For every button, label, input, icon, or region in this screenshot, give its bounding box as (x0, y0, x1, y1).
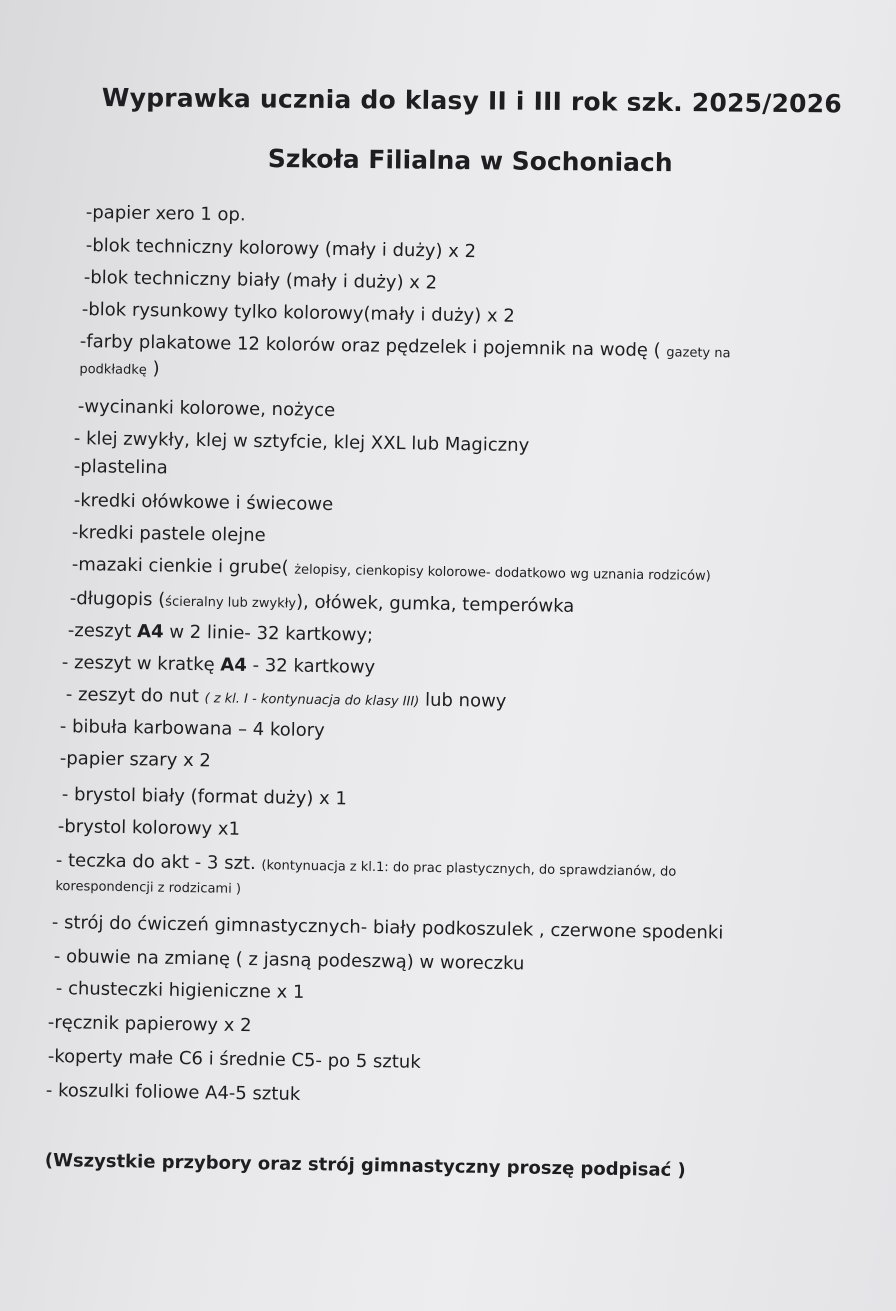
list-item (84, 267, 438, 295)
item-text: -długopis ( (69, 588, 166, 611)
list-item (55, 850, 676, 908)
item-text: -papier szary x 2 (59, 748, 212, 772)
item-note: gazety na (666, 345, 731, 362)
footer-note: (Wszystkie przybory oraz strój gimnastyczny proszę podpisać ) (44, 1150, 686, 1182)
list-item (79, 331, 730, 391)
item-text: - 32 kartkowy (246, 654, 376, 678)
list-item (70, 588, 575, 620)
item-text: -wycinanki kolorowe, nożyce (77, 396, 336, 422)
list-item (48, 1046, 421, 1074)
list-item (74, 428, 530, 457)
item-text: -brystol kolorowy x1 (57, 816, 241, 840)
list-item (86, 235, 477, 263)
list-item (74, 456, 168, 479)
item-text: w 2 linie- 32 kartkowy; (163, 621, 374, 646)
list-item (86, 202, 246, 227)
item-text: -blok techniczny kolorowy (mały i duży) x 2 (85, 235, 477, 263)
list-item (52, 912, 724, 945)
item-text: - koszulki foliowe A4-5 sztuk (45, 1080, 301, 1105)
item-text: -blok rysunkowy tylko kolorowy(mały i duży) x 2 (81, 299, 515, 327)
list-item (62, 784, 347, 810)
list-item (58, 816, 240, 841)
document-title: Wyprawka ucznia do klasy II i III rok szk. 2025/2026 (101, 83, 843, 119)
document-subtitle: Szkoła Filialna w Sochoniach (267, 144, 673, 178)
item-text: -koperty małe C6 i średnie C5- po 5 sztuk (47, 1046, 421, 1073)
list-item (74, 490, 334, 516)
item-text: - zeszyt w kratkę (61, 652, 221, 676)
item-text: -plastelina (73, 456, 168, 479)
list-item (54, 946, 525, 975)
item-text: - klej zwykły, klej w sztyfcie, klej XXL lub Magiczny (73, 428, 530, 457)
item-text: - chusteczki higieniczne x 1 (55, 978, 305, 1003)
item-text: -blok techniczny biały (mały i duży) x 2 (83, 267, 438, 294)
list-item (60, 748, 211, 772)
item-text: -mazaki cienkie i grube( (71, 554, 295, 579)
item-format: A4 (136, 621, 164, 643)
item-note: podkładkę (79, 361, 147, 379)
item-text: -kredki ołówkowe i świecowe (73, 490, 334, 516)
item-note: (kontynuacja z kl.1: do prac plastycznych, do sprawdzianów, do (261, 858, 677, 880)
item-note: ( z kl. I - kontynuacja do klasy III) (204, 691, 420, 710)
item-note: żelopisy, cienkopisy kolorowe- dodatkowo wg uznania rodziców) (294, 562, 711, 585)
item-text: -farby plakatowe 12 kolorów oraz pędzelek i pojemnik na wodę ( (79, 331, 667, 362)
item-text: -papier xero 1 op. (85, 202, 246, 226)
list-item (60, 716, 325, 742)
item-text: -kredki pastele olejne (71, 522, 266, 547)
list-item (46, 1080, 301, 1106)
list-item (82, 299, 515, 328)
item-text: - brystol biały (format duży) x 1 (61, 784, 348, 810)
list-item (72, 522, 266, 547)
item-text: ) (146, 358, 160, 380)
item-text: - strój do ćwiczeń gimnastycznych- biały podkoszulek , czerwone spodenki (51, 912, 724, 944)
item-text: - bibuła karbowana – 4 kolory (59, 716, 325, 742)
item-continuation (79, 357, 730, 391)
item-note: ścieralny lub zwykły (165, 594, 297, 612)
list-item (62, 652, 376, 679)
list-item (68, 620, 374, 647)
list-item (72, 554, 711, 588)
item-format: A4 (220, 654, 248, 676)
item-text: - teczka do akt - 3 szt. (55, 850, 262, 875)
item-text: ), ołówek, gumka, temperówka (295, 591, 575, 617)
item-text: -ręcznik papierowy x 2 (47, 1012, 252, 1037)
item-text: lub nowy (419, 689, 507, 712)
item-continuation: korespondencji z rodzicami ) (55, 878, 242, 897)
item-text: - obuwie na zmianę ( z jasną podeszwą) w woreczku (53, 946, 525, 975)
list-item (66, 684, 507, 715)
list-item (56, 978, 305, 1004)
item-text: - zeszyt do nut (65, 684, 205, 708)
list-item (48, 1012, 252, 1037)
item-text: -zeszyt (67, 620, 138, 643)
list-item (78, 396, 336, 422)
